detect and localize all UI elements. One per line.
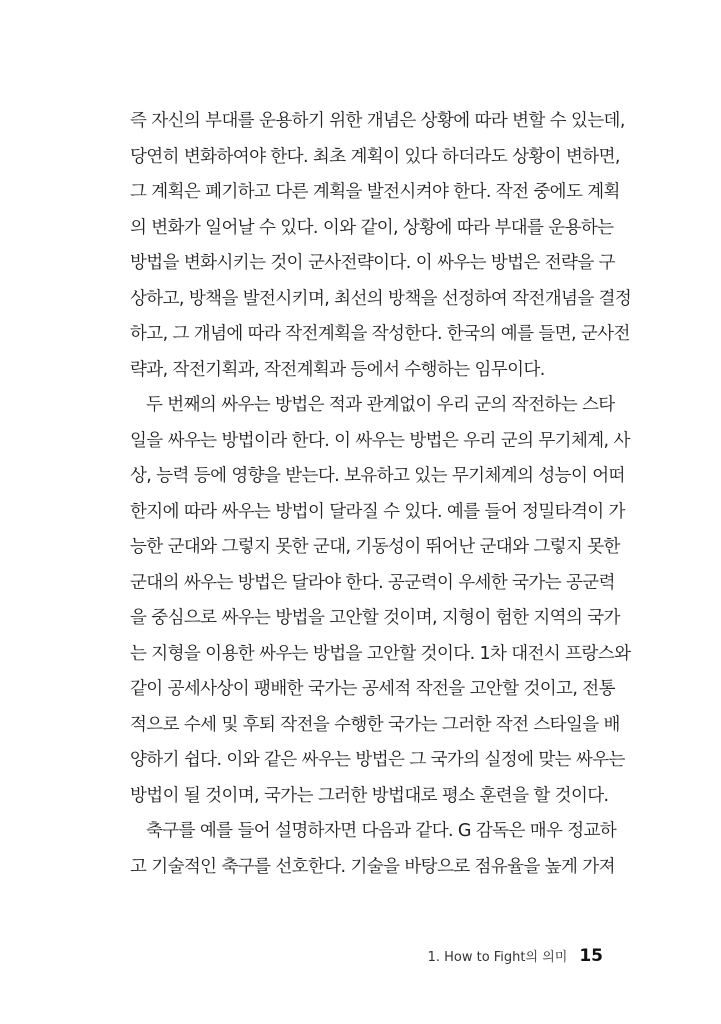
text-line: 상하고, 방책을 발전시키며, 최선의 방책을 선정하여 작전개념을 결정	[130, 288, 632, 309]
text-line: 는 지형을 이용한 싸우는 방법을 고안할 것이다. 1차 대전시 프랑스와	[130, 643, 631, 664]
text-line: 방법을 변화시키는 것이 군사전략이다. 이 싸우는 방법은 전략을 구	[130, 253, 615, 273]
text-line: 하고, 그 개념에 따라 작전계획을 작성한다. 한국의 예를 들면, 군사전	[130, 324, 630, 344]
text-line: 두 번째의 싸우는 방법은 적과 관계없이 우리 군의 작전하는 스타	[146, 395, 615, 415]
text-line: 한지에 따라 싸우는 방법이 달라질 수 있다. 예를 들어 정밀타격이 가	[130, 501, 625, 522]
text-line: 당연히 변화하여야 한다. 최초 계획이 있다 하더라도 상황이 변하면,	[130, 146, 620, 167]
text-line: 능한 군대와 그렇지 못한 군대, 기동성이 뛰어난 군대와 그렇지 못한	[130, 537, 620, 557]
text-line: 고 기술적인 축구를 선호한다. 기술을 바탕으로 점유율을 높게 가져	[130, 856, 615, 877]
text-line: 략과, 작전기획과, 작전계획과 등에서 수행하는 임무이다.	[130, 359, 545, 380]
text-line: 양하기 쉽다. 이와 같은 싸우는 방법은 그 국가의 실정에 맞는 싸우는	[130, 750, 625, 770]
text-line: 을 중심으로 싸우는 방법을 고안할 것이며, 지형이 험한 지역의 국가	[130, 608, 620, 628]
text-line: 군대의 싸우는 방법은 달라야 한다. 공군력이 우세한 국가는 공군력	[130, 572, 615, 593]
paragraph-1	[130, 104, 632, 388]
paragraph-3	[130, 814, 617, 885]
page-footer	[428, 946, 603, 966]
text-line: 일을 싸우는 방법이라 한다. 이 싸우는 방법은 우리 군의 무기체계, 사	[130, 430, 630, 451]
running-footer-chapter: 1. How to Fight의 의미	[427, 950, 568, 965]
page-number: 15	[579, 946, 603, 966]
text-line: 의 변화가 일어날 수 있다. 이와 같이, 상황에 따라 부대를 운용하는	[130, 217, 614, 238]
text-line: 적으로 수세 및 후퇴 작전을 수행한 국가는 그러한 작전 스타일을 배	[130, 714, 620, 735]
text-line: 상, 능력 등에 영향을 받는다. 보유하고 있는 무기체계의 성능이 어떠	[130, 466, 625, 486]
body-text	[130, 104, 632, 885]
text-line: 축구를 예를 들어 설명하자면 다음과 같다. G 감독은 매우 정교하	[146, 821, 617, 841]
paragraph-2	[130, 388, 631, 814]
text-line: 즉 자신의 부대를 운용하기 위한 개념은 상황에 따라 변할 수 있는데,	[130, 111, 625, 131]
text-line: 방법이 될 것이며, 국가는 그러한 방법대로 평소 훈련을 할 것이다.	[130, 785, 609, 806]
text-line: 같이 공세사상이 팽배한 국가는 공세적 작전을 고안할 것이고, 전통	[130, 679, 615, 699]
text-line: 그 계획은 폐기하고 다른 계획을 발전시켜야 한다. 작전 중에도 계획	[130, 182, 620, 202]
